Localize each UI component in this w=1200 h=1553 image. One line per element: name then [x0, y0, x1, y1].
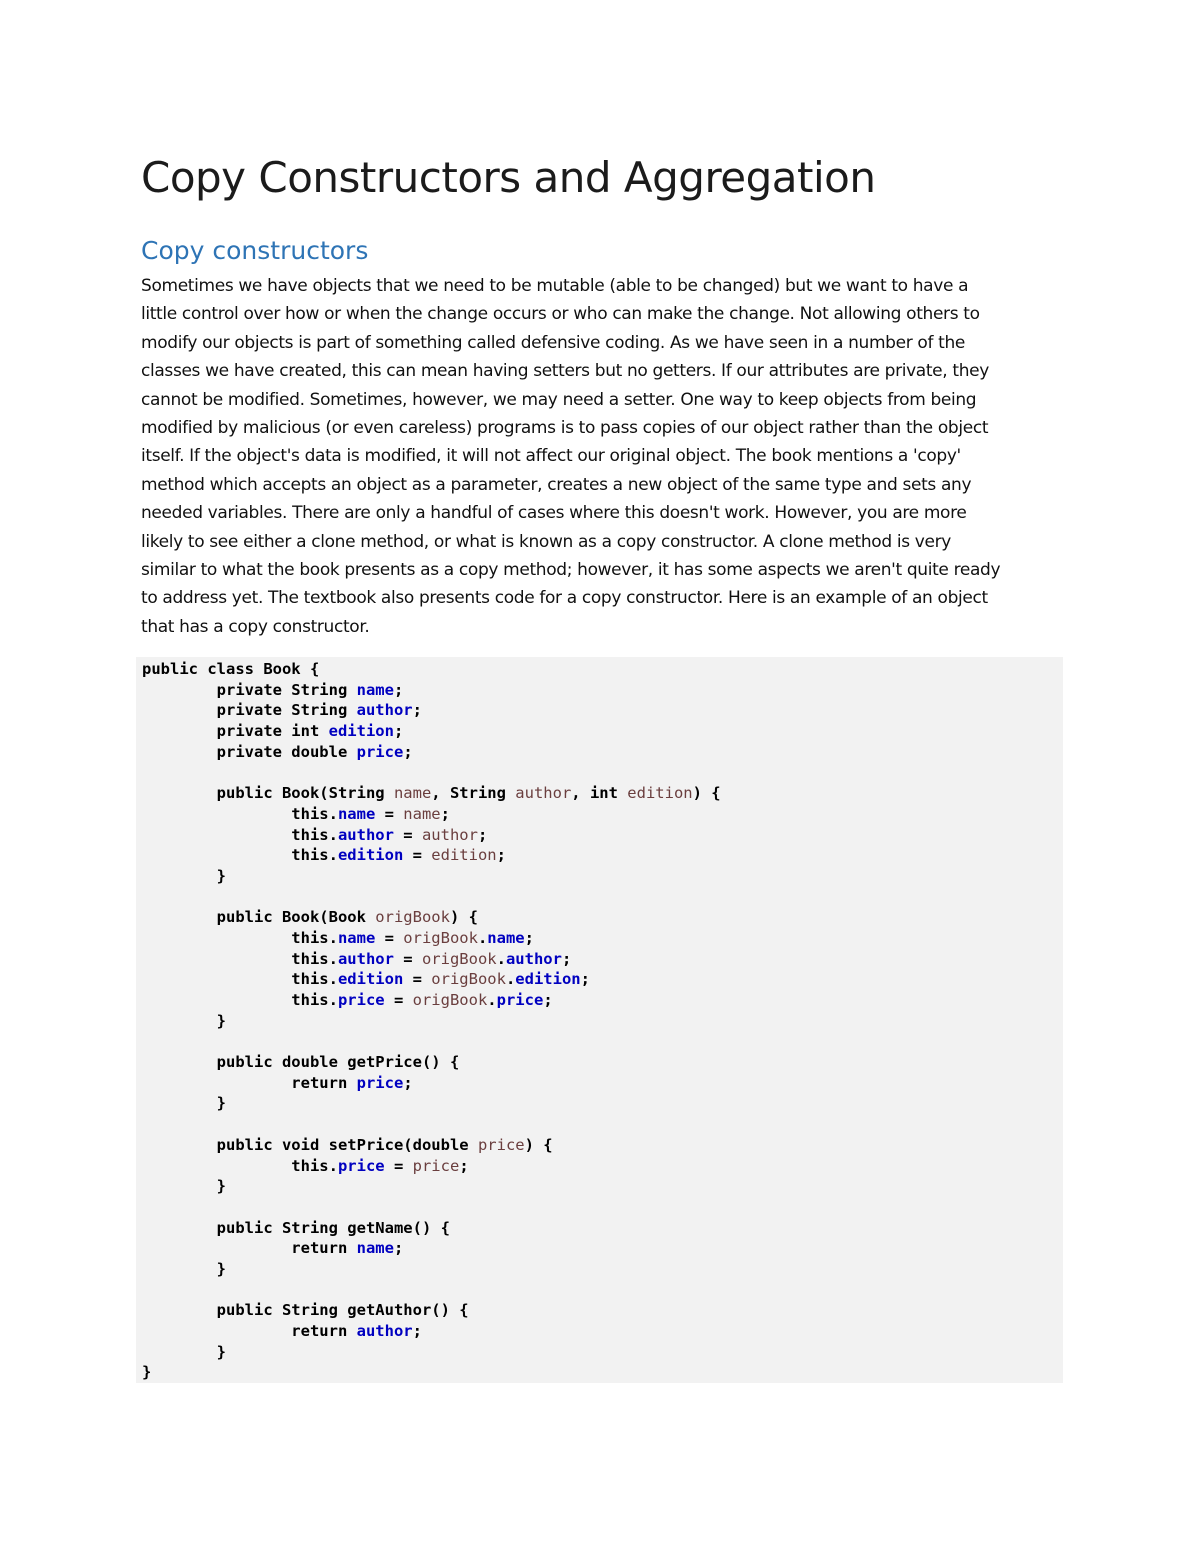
code-token: ) {	[449, 908, 478, 927]
code-token: this.	[142, 970, 338, 989]
paragraph-line: itself. If the object's data is modified, it will not affect our original object. The book mentions a 'copy'	[141, 446, 961, 467]
code-token: =	[403, 970, 432, 989]
code-token: origBook	[421, 949, 497, 968]
code-token: ;	[393, 722, 404, 741]
code-token: public String getAuthor() {	[142, 1301, 469, 1320]
code-token: edition	[337, 846, 404, 865]
code-token: .	[496, 949, 506, 968]
code-token: price	[412, 1156, 460, 1175]
code-token: public double getPrice() {	[142, 1053, 460, 1072]
code-token: ) {	[692, 784, 721, 803]
code-token: name	[487, 928, 525, 947]
code-line	[142, 1218, 721, 1239]
code-token: name	[337, 804, 376, 823]
code-token: ;	[393, 680, 404, 699]
code-line	[142, 887, 721, 908]
code-token: return	[142, 1322, 357, 1340]
section-heading: Copy constructors	[141, 236, 369, 265]
code-token: =	[375, 928, 404, 947]
code-line	[142, 1031, 721, 1052]
code-token: author	[505, 949, 562, 968]
code-line	[142, 1197, 721, 1218]
code-token: origBook	[412, 991, 488, 1009]
code-token: =	[384, 1156, 413, 1175]
code-token: public class Book {	[142, 660, 320, 678]
code-token: =	[375, 804, 404, 823]
code-line	[142, 1114, 721, 1135]
code-line	[142, 949, 721, 970]
code-line	[142, 783, 721, 804]
code-token: origBook	[403, 928, 478, 947]
code-line	[142, 1156, 721, 1177]
code-token: .	[487, 991, 497, 1009]
body-paragraph	[141, 272, 1071, 641]
code-token: =	[393, 949, 422, 968]
code-line	[142, 990, 721, 1011]
code-token: =	[403, 846, 432, 865]
code-line	[142, 804, 721, 825]
code-line	[142, 1238, 721, 1259]
code-token: ;	[524, 928, 534, 947]
code-token: this.	[142, 846, 338, 865]
code-token: ) {	[524, 1135, 553, 1154]
document-title: Copy Constructors and Aggregation	[141, 153, 876, 202]
code-token: ;	[403, 742, 413, 761]
code-token: public Book(Book	[142, 908, 376, 927]
code-token: ;	[561, 949, 572, 968]
code-token: private int	[142, 722, 329, 741]
code-line	[142, 680, 721, 701]
code-token: }	[142, 866, 226, 885]
code-token: public Book(String	[142, 784, 394, 803]
code-token: name	[403, 804, 441, 823]
code-token: =	[393, 825, 422, 844]
code-token: edition	[515, 970, 581, 989]
code-line	[142, 1073, 721, 1094]
code-token: this.	[142, 949, 338, 968]
code-token: author	[515, 784, 572, 803]
code-token: edition	[328, 722, 394, 741]
code-line	[142, 845, 721, 866]
code-token: this.	[142, 1156, 338, 1175]
code-token: origBook	[431, 970, 506, 989]
code-token: ;	[543, 991, 553, 1009]
code-line	[142, 1259, 721, 1280]
code-token: name	[356, 680, 394, 699]
code-token: author	[356, 1322, 413, 1340]
code-line	[142, 1362, 721, 1383]
code-line	[142, 825, 721, 846]
code-token: }	[142, 1094, 226, 1113]
code-token: ;	[580, 970, 590, 989]
code-line	[142, 1135, 721, 1156]
code-token: ;	[440, 804, 450, 823]
code-line	[142, 1093, 721, 1114]
code-token: =	[384, 991, 413, 1009]
code-token: name	[337, 928, 376, 947]
code-token: private String	[142, 680, 357, 699]
code-block	[136, 657, 1063, 1383]
code-token: author	[356, 701, 413, 720]
code-token: edition	[627, 784, 693, 803]
paragraph-line: needed variables. There are only a handful of cases where this doesn't work. However, you are more	[141, 503, 967, 524]
code-token: author	[421, 825, 478, 844]
code-token: origBook	[375, 908, 450, 927]
paragraph-line: modify our objects is part of something called defensive coding. As we have seen in a number of the	[141, 332, 966, 353]
code-token: ;	[412, 1322, 422, 1340]
code-token: , String	[431, 784, 516, 803]
code-token: ;	[403, 1073, 413, 1092]
code-token: author	[337, 949, 394, 968]
paragraph-line: likely to see either a clone method, or what is known as a copy constructor. A clone method is very	[141, 531, 951, 552]
paragraph-line: cannot be modified. Sometimes, however, we may need a setter. One way to keep objects from being	[141, 389, 977, 410]
code-line	[142, 742, 721, 763]
code-token: private double	[142, 742, 357, 761]
code-token: price	[356, 1073, 404, 1092]
paragraph-line: Sometimes we have objects that we need to be mutable (able to be changed) but we want to have a	[141, 276, 969, 296]
code-token: edition	[431, 846, 497, 865]
paragraph-line: little control over how or when the change occurs or who can make the change. Not allowing others to	[141, 304, 980, 325]
code-token: name	[356, 1239, 394, 1258]
code-token: name	[393, 784, 432, 803]
code-token: }	[142, 1259, 226, 1278]
code-token: , int	[571, 784, 628, 803]
code-token: price	[337, 991, 385, 1009]
code-line	[142, 721, 721, 742]
code-token: price	[356, 742, 404, 761]
code-line	[142, 1300, 721, 1321]
paragraph-line: to address yet. The textbook also presents code for a copy constructor. Here is an example of an object	[141, 588, 988, 609]
code-token: .	[505, 970, 516, 989]
code-line	[142, 866, 721, 887]
code-line	[142, 969, 721, 990]
paragraph-line: that has a copy constructor.	[141, 616, 370, 637]
code-line	[142, 928, 721, 949]
paragraph-line: classes we have created, this can mean having setters but no getters. If our attributes are private, they	[141, 361, 989, 382]
code-token: this.	[142, 991, 338, 1009]
code-token: public String getName() {	[142, 1218, 450, 1237]
code-line	[142, 907, 721, 928]
code-token: this.	[142, 825, 338, 844]
code-token: ;	[412, 701, 422, 720]
code-line	[142, 1052, 721, 1073]
code-token: }	[142, 1342, 226, 1361]
code-token: return	[142, 1073, 357, 1092]
code-token: }	[142, 1177, 226, 1196]
paragraph-line: modified by malicious (or even careless) programs is to pass copies of our object rather than the object	[141, 418, 989, 439]
code-line	[142, 700, 721, 721]
code-token: price	[477, 1135, 525, 1154]
paragraph-line: similar to what the book presents as a copy method; however, it has some aspects we aren't quite ready	[141, 560, 1001, 581]
code-token: price	[337, 1156, 385, 1175]
paragraph-line: method which accepts an object as a parameter, creates a new object of the same type and sets any	[141, 474, 972, 495]
code-token: }	[142, 1363, 152, 1382]
code-token: this.	[142, 928, 338, 947]
code-listing	[142, 659, 721, 1383]
code-token: .	[477, 928, 488, 947]
code-line	[142, 1321, 721, 1342]
code-token: }	[142, 1011, 226, 1030]
code-line	[142, 1176, 721, 1197]
code-token: this.	[142, 804, 338, 823]
code-token: return	[142, 1239, 357, 1258]
code-token: ;	[477, 825, 488, 844]
code-line	[142, 762, 721, 783]
code-token: ;	[393, 1239, 404, 1258]
code-line	[142, 1280, 721, 1301]
code-token: public void setPrice(double	[142, 1135, 478, 1154]
code-line	[142, 1342, 721, 1363]
code-token: private String	[142, 701, 357, 720]
code-token: author	[337, 825, 394, 844]
code-token: edition	[337, 970, 404, 989]
code-token: ;	[496, 846, 506, 865]
code-token: price	[496, 991, 544, 1009]
code-token: ;	[459, 1156, 469, 1175]
code-line	[142, 659, 721, 680]
code-line	[142, 1011, 721, 1032]
